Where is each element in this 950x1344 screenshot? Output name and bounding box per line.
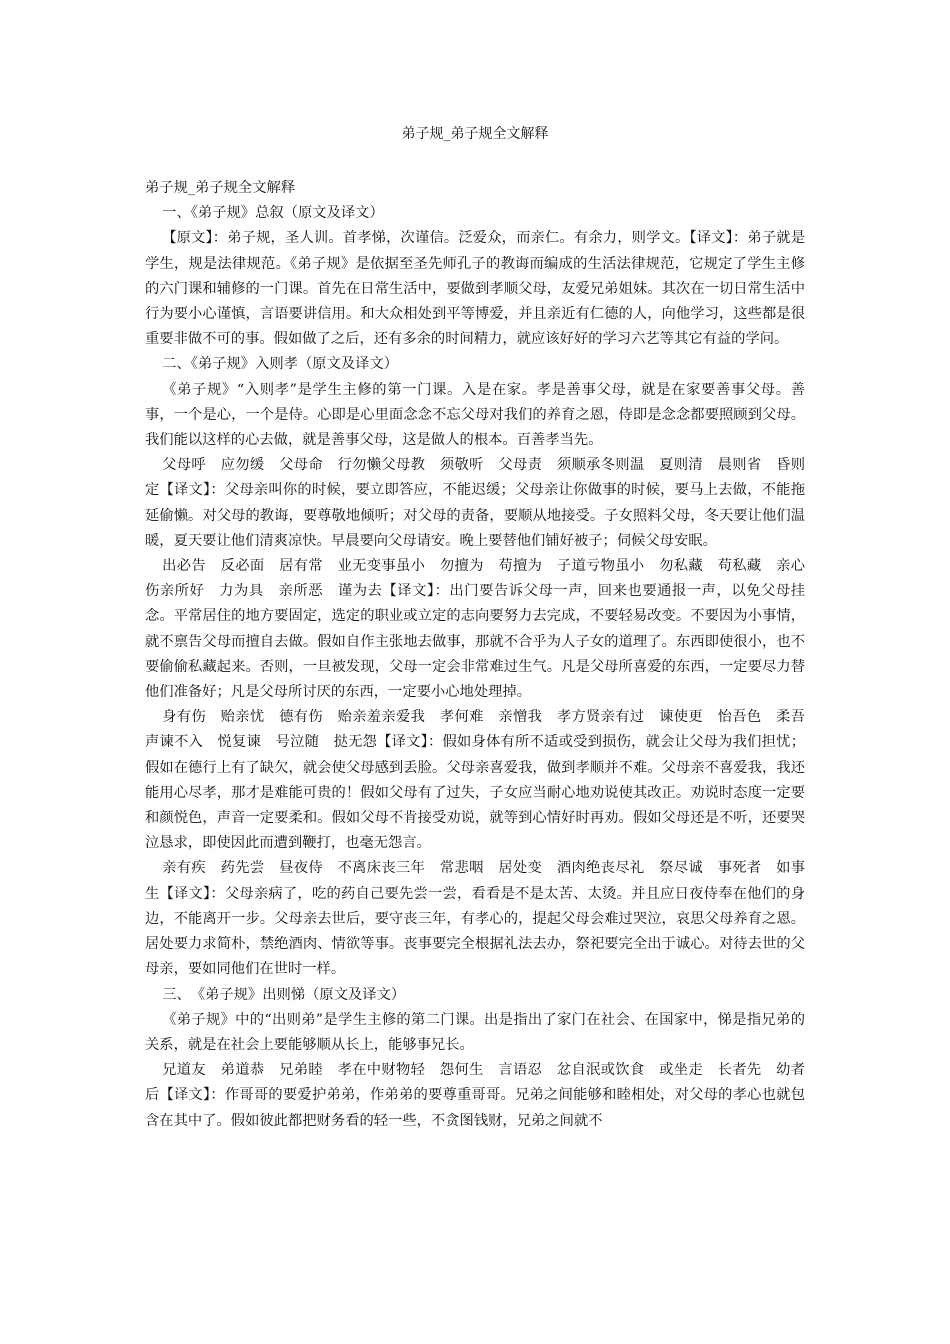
section-heading: 三、 《弟子规》出则悌（原文及译文） — [162, 986, 406, 1003]
body-paragraph: 《弟子规》“入则孝”是学生主修的第一门课。入是在家。孝是善事父母，就是在家要善事父母。善事，一个是心，一个是侍。心即是心里面念念不忘父母对我们的养育之恩，侍即是念念都要照顾到父母。我们能以这样的心去做，就是善事父母，这是做人的根本。百善孝当先。 — [145, 381, 805, 449]
section-heading: 二、《弟子规》入则孝（原文及译文） — [162, 356, 399, 373]
body-paragraph: 《弟子规》中的“出则弟”是学生主修的第二门课。出是指出了家门在社会、在国家中，悌是指兄弟的关系，就是在社会上要能够顺从长上，能够事兄长。 — [145, 1011, 805, 1053]
body-paragraph: 父母呼 应勿缓 父母命 行勿懒父母教 须敬听 父母责 须顺承冬则温 夏则清 晨则省 昏则定【译文】：父母亲叫你的时候，要立即答应，不能迟缓；父母亲让你做事的时候，要马上去做，不能拖延偷懒。对父母的教诲，要尊敬地倾听；对父母的责备，要顺从地接受。子女照料父母，冬天要让他们温暖，夏天要让他们清爽凉快。早晨要向父母请安。晚上要替他们铺好被子；伺候父母安眠。 — [145, 457, 805, 549]
body-paragraph: 出必告 反必面 居有常 业无变事虽小 勿擅为 苟擅为 子道亏物虽小 勿私藏 苟私藏 亲心伤亲所好 力为具 亲所恶 谨为去【译文】：出门要告诉父母一声，回来也要通报一声，以免父母挂念。平常居住的地方要固定，选定的职业或立定的志向要努力去完成，不要轻易改变。不要因为小事情，就不禀告父母而擅自去做。假如自作主张地去做事，那就不合乎为人子女的道理了。东西即使很小，也不要偷偷私藏起来。否则，一旦被发现，父母一定会非常难过生气。凡是父母所喜爱的东西，一定要尽力替他们准备好；凡是父母所讨厌的东西，一定要小心地处理掉。 — [145, 558, 805, 701]
body-paragraph: 身有伤 贻亲忧 德有伤 贻亲羞亲爱我 孝何难 亲憎我 孝方贤亲有过 谏使更 怡吾色 柔吾声谏不入 悦复谏 号泣随 挞无怨【译文】：假如身体有所不适或受到损伤，就会让父母为我们担忧；假如在德行上有了缺欠，就会使父母感到丢脸。父母亲喜爱我，做到孝顺并不难。父母亲不喜爱我，我还能用心尽孝，那才是难能可贵的！假如父母有了过失，子女应当耐心地劝说使其改正。劝说时态度一定要和颜悦色，声音一定要柔和。假如父母不肯接受劝说，就等到心情好时再劝。假如父母还是不听，还要哭泣恳求，即使因此而遭到鞭打，也毫无怨言。 — [145, 709, 805, 852]
body-paragraph: 【原文】：弟子规，圣人训。首孝悌，次谨信。泛爱众，而亲仁。有余力，则学文。【译文】：弟子就是学生，规是法律规范。《弟子规》是依据至圣先师孔子的教诲而编成的生活法律规范，它规定了学生主修的六门课和辅修的一门课。首先在日常生活中，要做到孝顺父母，友爱兄弟姐妹。其次在一切日常生活中行为要小心谨慎，言语要讲信用。和大众相处到平等博爱，并且亲近有仁德的人，向他学习，这些都是很重要非做不可的事。假如做了之后，还有多余的时间精力，就应该好好的学习六艺等其它有益的学问。 — [145, 230, 805, 348]
document-body — [145, 176, 805, 1134]
section-heading: 一、《弟子规》总叙（原文及译文） — [162, 205, 384, 222]
document-subtitle: 弟子规_弟子规全文解释 — [145, 180, 296, 196]
body-paragraph: 亲有疾 药先尝 昼夜侍 不离床丧三年 常悲咽 居处变 酒肉绝丧尽礼 祭尽诚 事死者 如事生【译文】：父母亲病了，吃的药自己要先尝一尝，看看是不是太苦、太烫。并且应日夜侍奉在他们的身边，不能离开一步。父母亲去世后，要守丧三年，有孝心的，提起父母会难过哭泣，哀思父母养育之恩。居处要力求简朴，禁绝酒肉、情欲等事。丧事要完全根据礼法去办，祭祀要完全出于诚心。对待去世的父母亲，要如同他们在世时一样。 — [145, 860, 805, 978]
body-paragraph: 兄道友 弟道恭 兄弟睦 孝在中财物轻 怨何生 言语忍 忿自泯或饮食 或坐走 长者先 幼者后【译文】：作哥哥的要爱护弟弟，作弟弟的要尊重哥哥。兄弟之间能够和睦相处，对父母的孝心也就包含在其中了。假如彼此都把财务看的轻一些，不贪图钱财，兄弟之间就不 — [145, 1062, 805, 1129]
document-title: 弟子规_弟子规全文解释 — [401, 126, 549, 142]
